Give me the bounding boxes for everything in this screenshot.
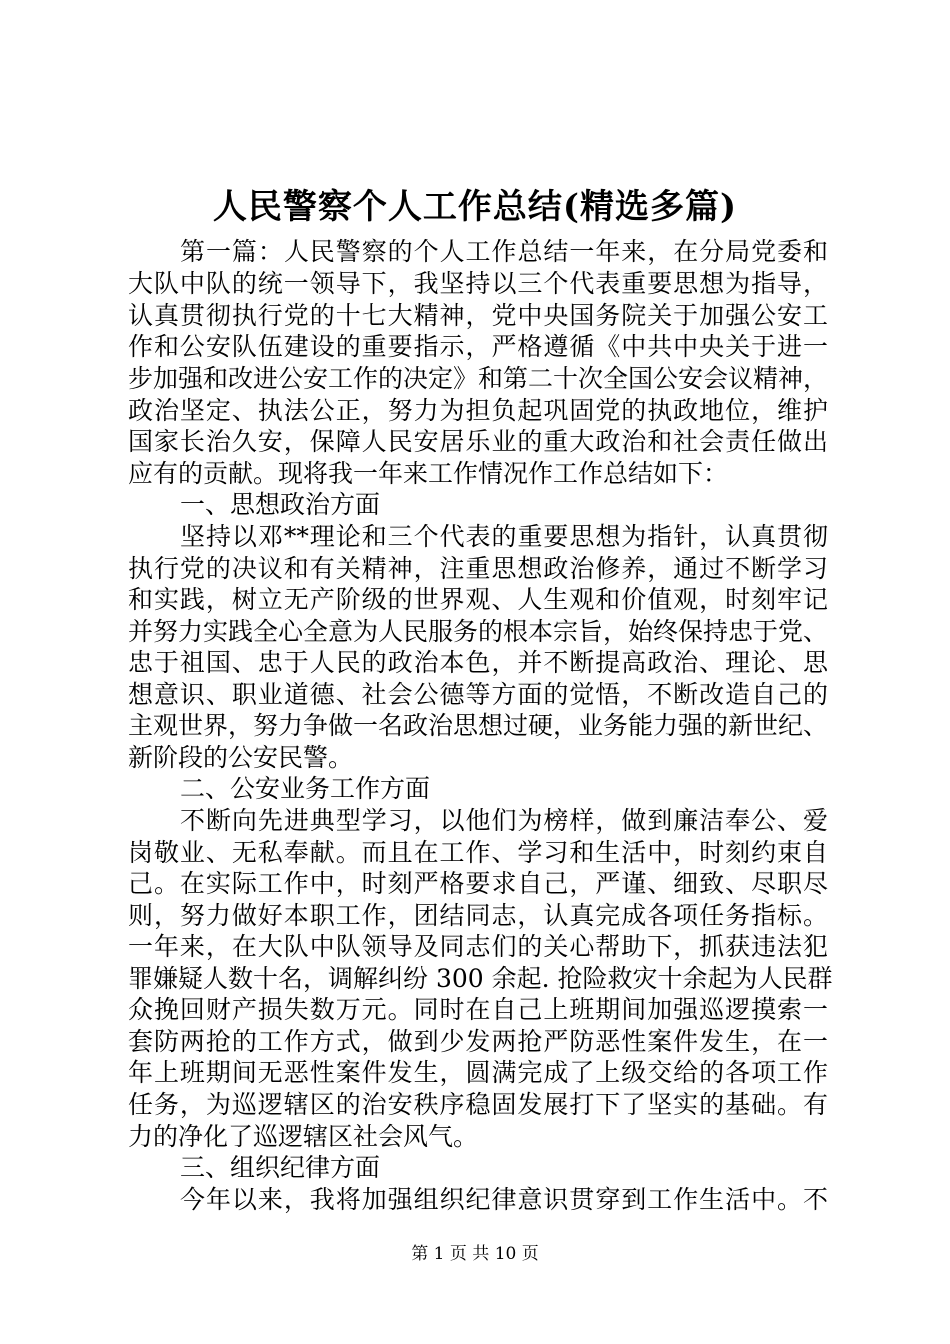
paragraph-line: 己。在实际工作中，时刻严格要求自己，严谨、细致、尽职尽 (128, 869, 828, 898)
paragraph-line: 今年以来，我将加强组织纪律意识贯穿到工作生活中。不 (180, 1185, 828, 1214)
paragraph-line: 年上班期间无恶性案件发生，圆满完成了上级交给的各项工作 (128, 1058, 828, 1087)
paragraph-line: 力的净化了巡逻辖区社会风气。 (128, 1122, 479, 1151)
section-heading: 三、组织纪律方面 (180, 1153, 381, 1182)
paragraph-line: 忠于祖国、忠于人民的政治本色，并不断提高政治、理论、思 (128, 648, 828, 677)
paragraph-line: 政治坚定、执法公正，努力为担负起巩固党的执政地位，维护 (128, 396, 828, 425)
paragraph-line: 坚持以邓**理论和三个代表的重要思想为指针，认真贯彻 (180, 522, 828, 551)
paragraph-line: 众挽回财产损失数万元。同时在自己上班期间加强巡逻摸索一 (128, 995, 828, 1024)
paragraph-line: 和实践，树立无产阶级的世界观、人生观和价值观，时刻牢记 (128, 585, 828, 614)
paragraph-line: 国家长治久安，保障人民安居乐业的重大政治和社会责任做出 (128, 427, 828, 456)
paragraph-line: 应有的贡献。现将我一年来工作情况作工作总结如下： (128, 459, 729, 488)
section-heading: 一、思想政治方面 (180, 490, 381, 519)
paragraph-line: 任务，为巡逻辖区的治安秩序稳固发展打下了坚实的基础。有 (128, 1090, 828, 1119)
paragraph-line: 不断向先进典型学习，以他们为榜样，做到廉洁奉公、爱 (180, 806, 828, 835)
paragraph-line: 套防两抢的工作方式，做到少发两抢严防恶性案件发生，在一 (128, 1027, 828, 1056)
paragraph-line: 步加强和改进公安工作的决定》和第二十次全国公安会议精神， (128, 364, 829, 393)
paragraph-line: 第一篇：人民警察的个人工作总结一年来，在分局党委和 (180, 237, 828, 266)
paragraph-line: 执行党的决议和有关精神，注重思想政治修养，通过不断学习 (128, 554, 828, 583)
paragraph-line: 则，努力做好本职工作，团结同志，认真完成各项任务指标。 (128, 901, 828, 930)
paragraph-line: 新阶段的公安民警。 (128, 743, 354, 772)
section-heading: 二、公安业务工作方面 (180, 774, 431, 803)
document-title: 人民警察个人工作总结(精选多篇) (212, 187, 738, 227)
paragraph-line: 罪嫌疑人数十名，调解纠纷 300 余起. 抢险救灾十余起为人民群 (128, 964, 833, 993)
paragraph-line: 大队中队的统一领导下，我坚持以三个代表重要思想为指导， (128, 269, 828, 298)
paragraph-line: 作和公安队伍建设的重要指示，严格遵循《中共中央关于进一 (128, 332, 828, 361)
paragraph-line: 岗敬业、无私奉献。而且在工作、学习和生活中，时刻约束自 (128, 838, 828, 867)
paragraph-line: 主观世界，努力争做一名政治思想过硬，业务能力强的新世纪、 (128, 711, 829, 740)
paragraph-line: 认真贯彻执行党的十七大精神，党中央国务院关于加强公安工 (128, 301, 828, 330)
page-number: 第 1 页 共 10 页 (411, 1244, 539, 1264)
paragraph-line: 并努力实践全心全意为人民服务的根本宗旨，始终保持忠于党、 (128, 617, 829, 646)
paragraph-line: 一年来，在大队中队领导及同志们的关心帮助下，抓获违法犯 (128, 932, 828, 961)
paragraph-line: 想意识、职业道德、社会公德等方面的觉悟，不断改造自己的 (128, 680, 828, 709)
